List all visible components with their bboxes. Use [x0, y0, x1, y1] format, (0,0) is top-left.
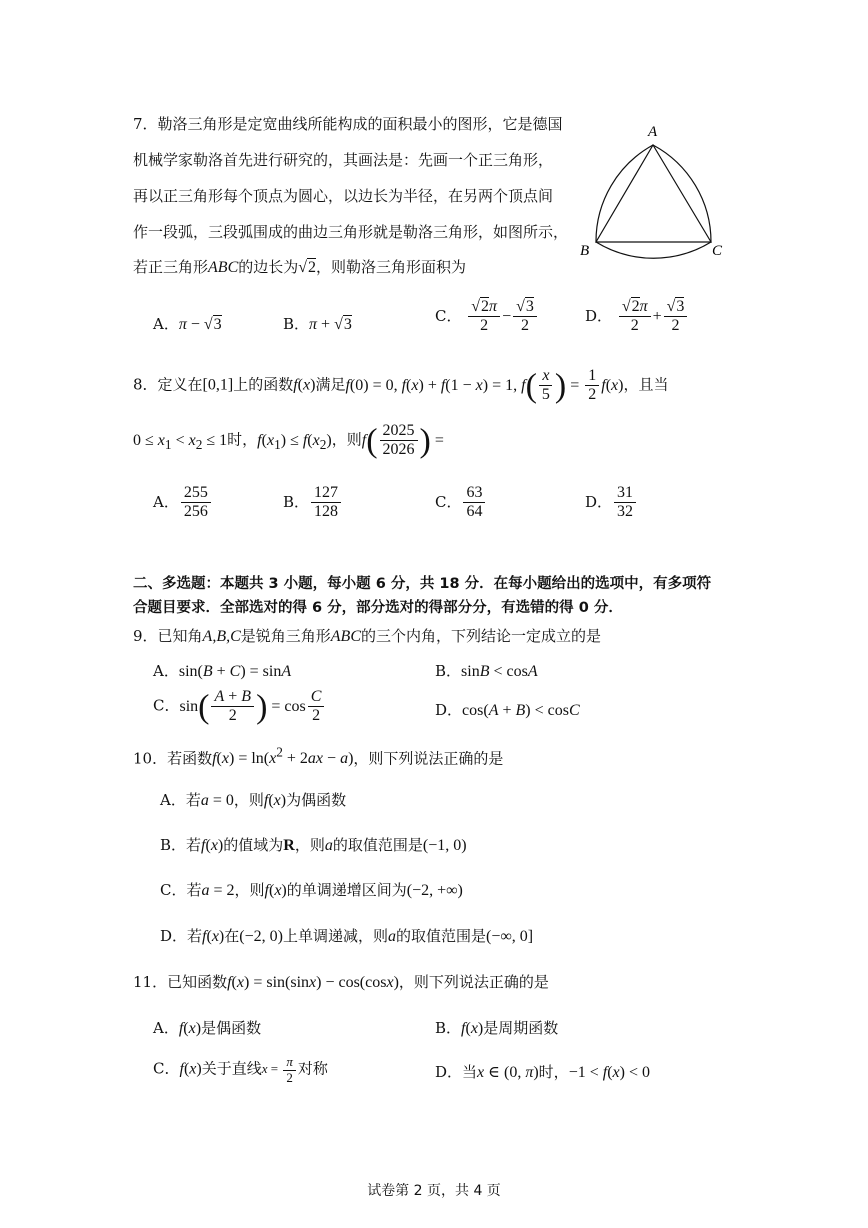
q7-line-5: 若正三角形ABC的边长为√2，则勒洛三角形面积为 [133, 258, 467, 276]
vertex-c-label: C [712, 243, 723, 259]
vertex-a-label: A [648, 124, 658, 140]
q7-line-4: 作一段弧，三段弧围成的曲边三角形就是勒洛三角形，如图所示， [133, 223, 569, 241]
q11-option-b[interactable]: B．f(x)是周期函数 [435, 1019, 559, 1037]
q7-option-c[interactable]: C． $\frac{√2\pi}{2}$ − $\frac{√3}{2}$ [435, 298, 539, 336]
q8-option-b[interactable]: B． $\frac{127}{128}$ [283, 484, 343, 522]
section2-heading-line-1: 二、多选题：本题共 3 小题，每小题 6 分，共 18 分．在每小题给出的选项中，有多项符 [133, 576, 712, 592]
q11-option-c[interactable]: C．f(x)关于直线x = $\frac{\pi}{2}$ 对称 [153, 1054, 328, 1085]
q9-option-d[interactable]: D．cos(A + B) < cosC [435, 701, 580, 719]
q9-option-c[interactable]: C．sin( $\frac{A + B}{2}$ ) = cos $\frac{C}{2}$ [153, 688, 326, 726]
q7-line-1: 7．勒洛三角形是定宽曲线所能构成的面积最小的图形，它是德国 [133, 115, 563, 133]
q9-option-b[interactable]: B．sinB < cosA [435, 662, 538, 680]
q8-stem-line-2: $0 \le x_1 < x_2 \le 1$时，$f(x_1) \le f(x_2)$，则f( $\frac{2025}{2026}$ ) = [133, 421, 444, 459]
reuleaux-triangle-figure [578, 120, 738, 260]
q7-option-d[interactable]: D． $\frac{√2\pi}{2}$ + $\frac{√3}{2}$ [585, 298, 689, 336]
q8-stem-line-1: 8．定义在[0,1]上的函数f(x)满足f(0) = 0, f(x) + f(1 − x) = 1, f( $\frac{x}{5}$ ) = $\frac{1}{2}$ f(x)，且当 [133, 366, 669, 404]
q11-option-a[interactable]: A．f(x)是偶函数 [153, 1019, 262, 1037]
q10-option-b[interactable]: B．若f(x)的值域为R，则a的取值范围是(−1, 0) [160, 836, 467, 854]
page-footer: 试卷第 2 页，共 4 页 [367, 1183, 501, 1199]
q10-option-a[interactable]: A．若a = 0，则f(x)为偶函数 [160, 791, 347, 809]
q10-option-c[interactable]: C．若a = 2，则f(x)的单调递增区间为(−2, +∞) [160, 881, 463, 899]
q7-line-3: 再以正三角形每个顶点为圆心，以边长为半径，在另两个顶点间 [133, 187, 554, 205]
q7-option-b[interactable]: B．π + √3 [283, 315, 352, 333]
q8-option-d[interactable]: D． $\frac{31}{32}$ [585, 484, 638, 522]
q8-option-c[interactable]: C． $\frac{63}{64}$ [435, 484, 487, 522]
vertex-b-label: B [580, 243, 590, 259]
q9-stem: 9．已知角A,B,C是锐角三角形ABC的三个内角，下列结论一定成立的是 [133, 627, 602, 645]
section2-heading-line-2: 合题目要求．全部选对的得 6 分，部分选对的得部分分，有选错的得 0 分． [133, 600, 623, 616]
q11-option-d[interactable]: D．当x ∈ (0, π)时，−1 < f(x) < 0 [435, 1063, 650, 1081]
q9-option-a[interactable]: A．sin(B + C) = sinA [153, 662, 292, 680]
q7-line-2: 机械学家勒洛首先进行研究的，其画法是：先画一个正三角形， [133, 151, 554, 169]
q10-stem: 10．若函数$f(x) = \ln(x^2 + 2ax - a)$，则下列说法正确的是 [133, 745, 504, 768]
q8-option-a[interactable]: A． $\frac{255}{256}$ [153, 484, 213, 522]
q10-option-d[interactable]: D．若f(x)在(−2, 0)上单调递减，则a的取值范围是(−∞, 0] [160, 927, 534, 945]
q7-option-a[interactable]: A．π − √3 [153, 315, 222, 333]
q11-stem: 11．已知函数f(x) = sin(sinx) − cos(cosx)，则下列说法正确的是 [133, 973, 549, 991]
